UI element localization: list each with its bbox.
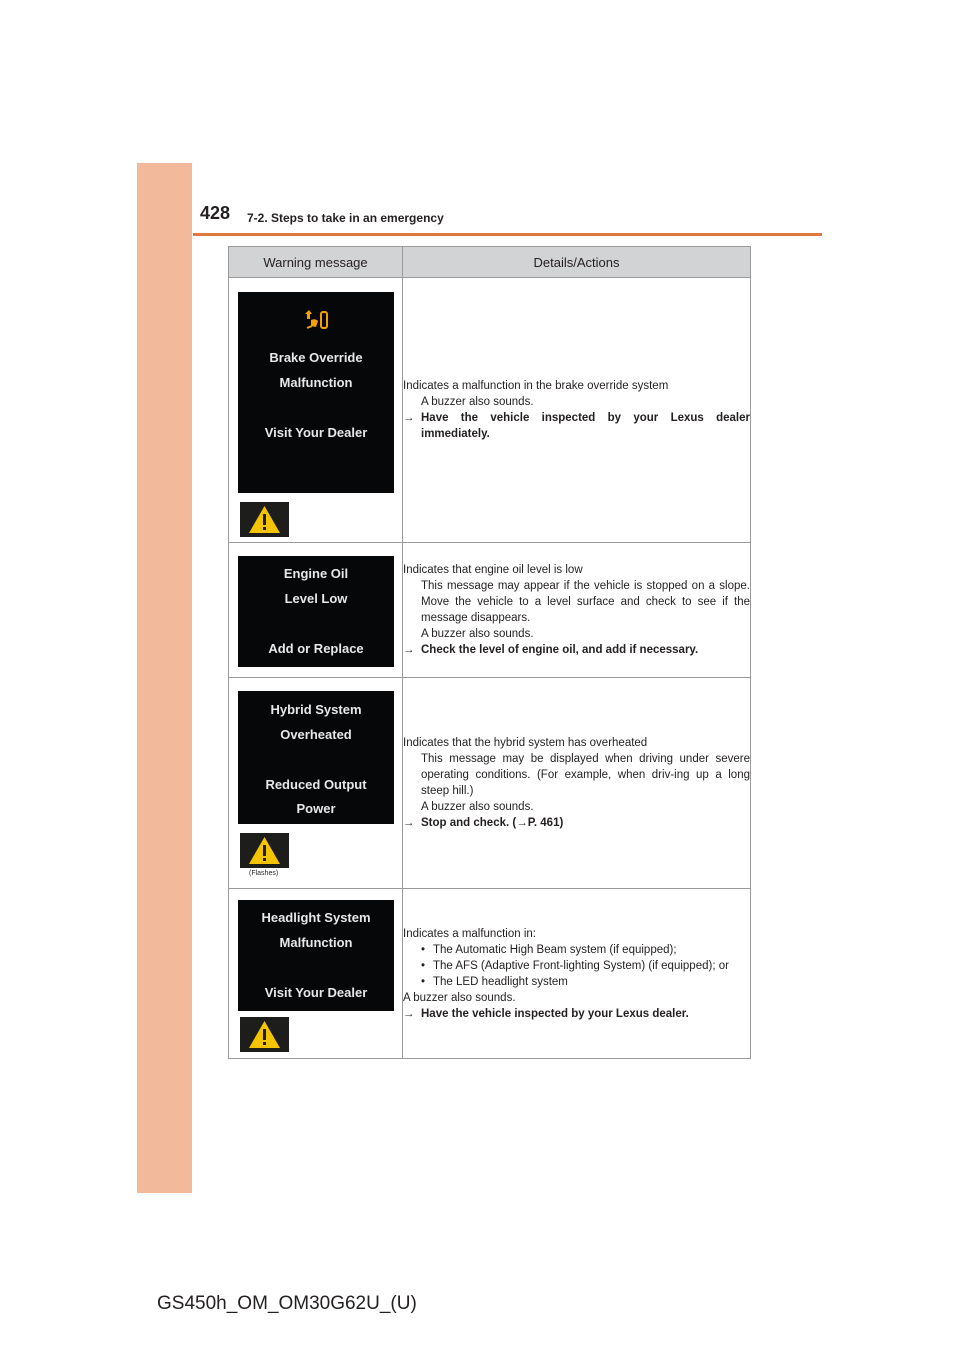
details-cell — [403, 678, 751, 889]
bullet-text: The Automatic High Beam system (if equipped); — [433, 943, 677, 956]
details-note: A buzzer also sounds. — [421, 628, 534, 640]
flashes-label: (Flashes) — [249, 870, 279, 877]
caution-triangle-icon — [248, 1020, 281, 1049]
details-note: This message may appear if the vehicle is stopped on a slope. Move the vehicle to a level surface and check to see if the message disappears. — [421, 580, 750, 624]
arrow-glyph: → — [403, 412, 415, 424]
screen-line: Hybrid System — [270, 702, 362, 717]
details-main: Indicates a malfunction in: — [403, 927, 536, 940]
details-action-text: Stop and check. (→P. 461) — [421, 817, 564, 829]
caution-triangle-icon — [248, 836, 281, 865]
details-bullet — [421, 958, 750, 974]
screen-line: Visit Your Dealer — [264, 985, 368, 1000]
document-code-footer: GS450h_OM_OM30G62U_(U) — [157, 1293, 417, 1314]
screen-line: Reduced Output — [265, 777, 367, 792]
message-image-cell — [229, 543, 403, 678]
section-title: 7-2. Steps to take in an emergency — [247, 211, 444, 225]
details-action — [403, 642, 750, 658]
screen-line: Brake Override — [269, 350, 363, 365]
master-warning-icon — [240, 833, 289, 868]
bullet-glyph: • — [421, 959, 426, 972]
table-row — [229, 678, 751, 889]
warning-message-table — [228, 246, 751, 1059]
details-action-text: Check the level of engine oil, and add if necessary. — [421, 644, 699, 656]
screen-line: Add or Replace — [268, 641, 364, 656]
chapter-sidebar-tab — [137, 163, 192, 1193]
arrow-glyph: → — [403, 644, 415, 656]
details-note: This message may be displayed when driving under severe operating conditions. (For example, when driv-ing up a long steep hill.) — [421, 753, 750, 797]
bullet-text: The LED headlight system — [433, 975, 568, 988]
details-action-text: Have the vehicle inspected by your Lexus dealer immediately. — [421, 412, 750, 440]
details-bullet — [421, 974, 750, 990]
display-screen-hybrid-overheated — [238, 691, 394, 824]
details-action-text: Have the vehicle inspected by your Lexus dealer. — [421, 1007, 689, 1020]
table-row — [229, 889, 751, 1059]
details-main: Indicates that engine oil level is low — [403, 564, 583, 576]
message-image-cell — [229, 278, 403, 543]
details-action — [403, 410, 750, 442]
screen-line: Malfunction — [279, 375, 353, 390]
details-action — [403, 1006, 750, 1022]
brake-override-icon — [301, 308, 331, 334]
arrow-glyph: → — [403, 817, 415, 829]
screen-line: Visit Your Dealer — [264, 425, 368, 440]
details-note: A buzzer also sounds. — [421, 801, 534, 813]
details-note: A buzzer also sounds. — [403, 991, 516, 1004]
details-bullet — [421, 942, 750, 958]
column-header-warning-message: Warning message — [229, 247, 403, 278]
caution-triangle-icon — [248, 505, 281, 534]
header-divider — [193, 233, 822, 236]
table-header-row — [229, 247, 751, 278]
details-cell — [403, 278, 751, 543]
details-action — [403, 815, 750, 831]
column-header-details-actions: Details/Actions — [403, 247, 751, 278]
display-screen-engine-oil — [238, 556, 394, 667]
bullet-glyph: • — [421, 943, 426, 956]
screen-line: Engine Oil — [283, 566, 349, 581]
screen-line: Headlight System — [261, 910, 371, 925]
master-warning-icon — [240, 502, 289, 537]
page-number: 428 — [200, 203, 231, 223]
screen-line: Overheated — [280, 727, 352, 742]
bullet-text: The AFS (Adaptive Front-lighting System) (if equipped); or — [433, 959, 729, 972]
screen-line: Level Low — [284, 591, 348, 606]
screen-line: Power — [296, 801, 336, 816]
details-main: Indicates that the hybrid system has overheated — [403, 737, 648, 749]
display-screen-headlight-malfunction — [238, 900, 394, 1011]
master-warning-icon — [240, 1017, 289, 1052]
table-row — [229, 543, 751, 678]
details-cell — [403, 543, 751, 678]
details-cell — [403, 889, 751, 1059]
details-main: Indicates a malfunction in the brake override system — [403, 380, 669, 392]
arrow-glyph: → — [403, 1007, 415, 1020]
details-note: A buzzer also sounds. — [421, 396, 534, 408]
message-image-cell — [229, 889, 403, 1059]
message-image-cell — [229, 678, 403, 889]
table-row — [229, 278, 751, 543]
bullet-glyph: • — [421, 975, 426, 988]
screen-line: Malfunction — [279, 935, 353, 950]
display-screen-brake-override — [238, 292, 394, 493]
